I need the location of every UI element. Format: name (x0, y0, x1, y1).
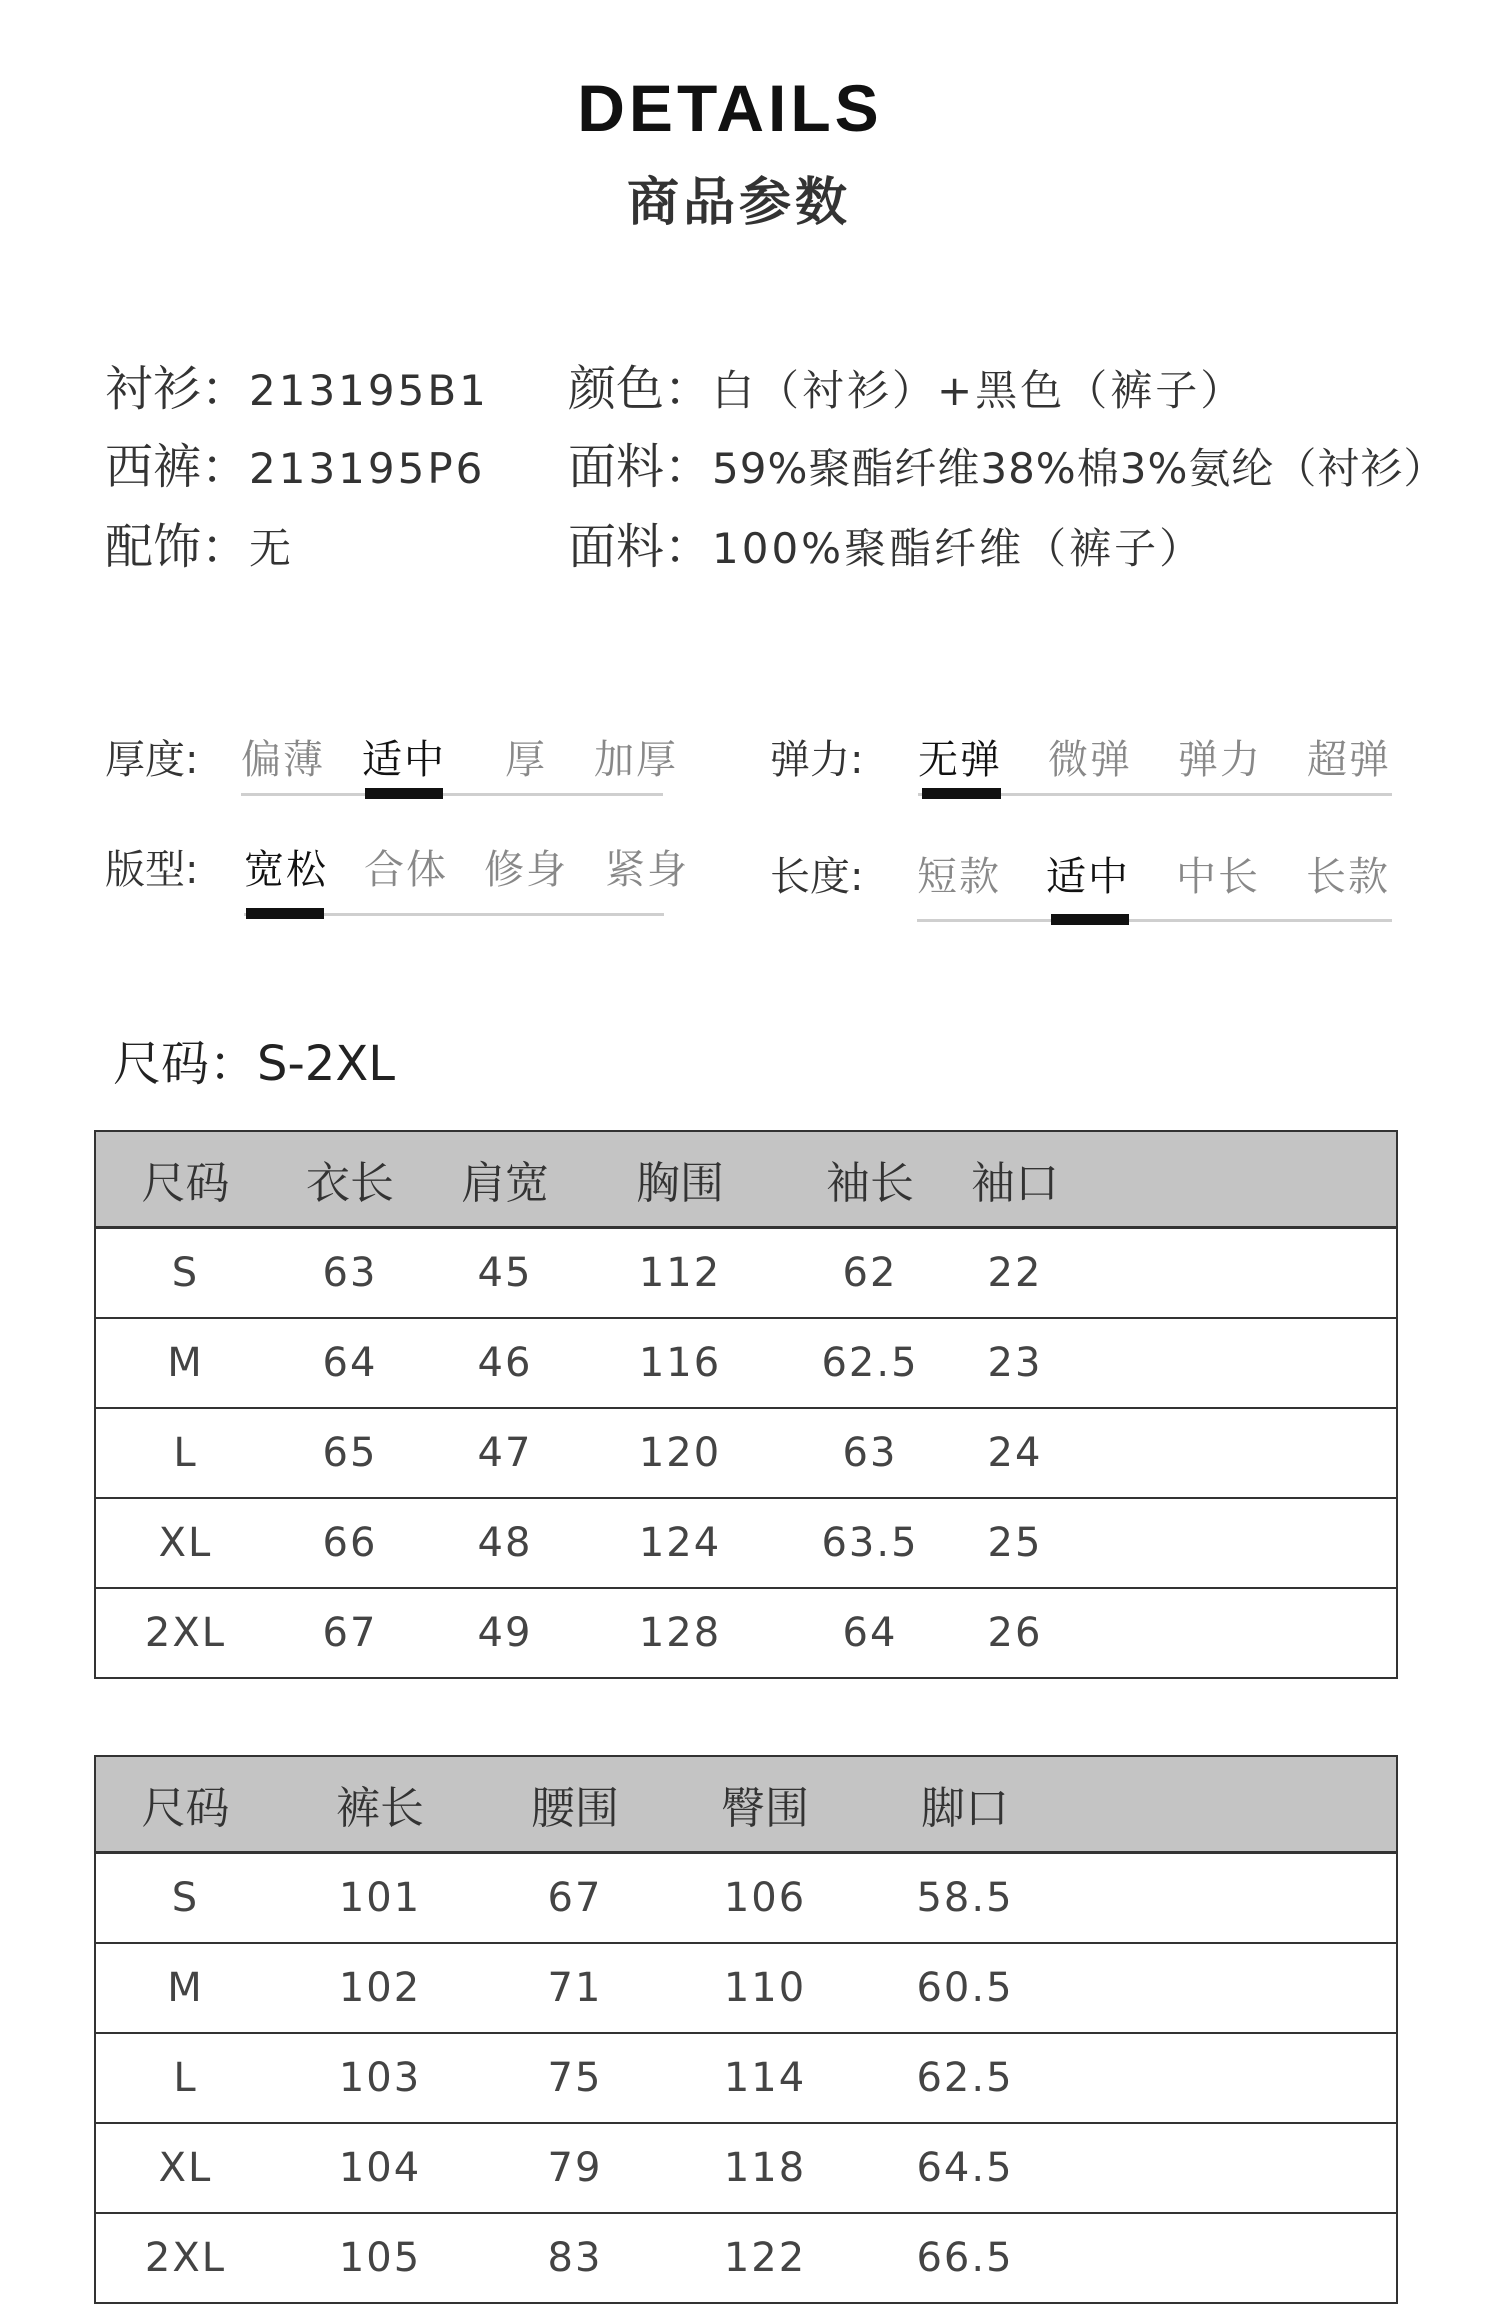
table-cell (1065, 1408, 1397, 1498)
attr-length-indicator (1051, 914, 1129, 925)
table-cell: 49 (425, 1588, 585, 1678)
attr-elasticity-option-1: 无弹 (918, 737, 1002, 783)
table-cell: 64 (775, 1588, 965, 1678)
table-cell: 45 (477, 1250, 533, 1296)
table-cell: 67 (547, 1875, 603, 1921)
table-cell: 79 (485, 2123, 665, 2213)
table-cell: 62.5 (775, 1318, 965, 1408)
table-row (95, 1408, 1397, 1498)
table-header-row (95, 1756, 1397, 1853)
param-value: 白 (712, 366, 758, 415)
table-row (95, 1228, 1397, 1319)
table-cell: 66 (275, 1498, 425, 1588)
table-header-cell: 脚口 (865, 1756, 1065, 1853)
param-value: 59%聚酯纤维38%棉3%氨纶 (712, 444, 1275, 493)
attr-length-track (917, 919, 1392, 922)
table-cell: 66.5 (865, 2213, 1065, 2303)
table-cell (1065, 1318, 1397, 1408)
param-accessory (105, 508, 294, 577)
attr-length-option-4: 长款 (1306, 854, 1390, 900)
param-label: 面料： (568, 519, 713, 575)
table-row (95, 1853, 1397, 1944)
param-note: （裤子） (1065, 366, 1246, 415)
param-color (568, 350, 1245, 419)
attr-length-option-1: 短款 (917, 854, 1001, 900)
table-cell: 63 (775, 1408, 965, 1498)
attr-fit-option-2: 合体 (364, 847, 448, 893)
attr-thickness-option-2: 适中 (362, 737, 446, 783)
table-cell: 62.5 (865, 2033, 1065, 2123)
table-cell: L (95, 2033, 275, 2123)
table-cell: 105 (275, 2213, 485, 2303)
table-cell: M (95, 1318, 275, 1408)
attr-thickness-track (241, 793, 663, 796)
attr-fit-option-1: 宽松 (244, 847, 328, 893)
table-header-cell: 臀围 (665, 1756, 865, 1853)
table-cell: 63.5 (775, 1498, 965, 1588)
table-cell: 112 (638, 1250, 722, 1296)
table-cell: 103 (275, 2033, 485, 2123)
table-cell: 120 (585, 1408, 775, 1498)
attr-length-option-2: 适中 (1046, 854, 1130, 900)
table-cell: 110 (665, 1943, 865, 2033)
table-cell: 124 (585, 1498, 775, 1588)
table-row (95, 2123, 1397, 2213)
table-cell: 122 (665, 2213, 865, 2303)
attr-elasticity-option-2: 微弹 (1048, 737, 1132, 783)
attr-elasticity-option-3: 弹力 (1178, 737, 1262, 783)
attr-thickness-indicator (365, 788, 443, 799)
table-cell: 58.5 (916, 1875, 1014, 1921)
param-value: 213195P6 (249, 444, 486, 493)
table-cell: 118 (665, 2123, 865, 2213)
table-cell: 64.5 (865, 2123, 1065, 2213)
attr-fit-option-4: 紧身 (605, 847, 689, 893)
attr-fit-option-3: 修身 (484, 847, 568, 893)
attr-elasticity-option-4: 超弹 (1307, 737, 1391, 783)
pants-size-table (94, 1755, 1398, 2304)
table-cell: XL (95, 2123, 275, 2213)
table-header-cell: 尺码 (95, 1756, 275, 1853)
table-cell: 102 (275, 1943, 485, 2033)
table-header-cell: 裤长 (275, 1756, 485, 1853)
table-row (95, 1318, 1397, 1408)
table-cell: 47 (425, 1408, 585, 1498)
param-note: （衬衫） (1274, 444, 1447, 493)
param-pants-code (105, 428, 485, 497)
param-note: （裤子） (1024, 524, 1205, 573)
table-cell: M (95, 1943, 275, 2033)
table-cell: 83 (485, 2213, 665, 2303)
table-cell: 116 (585, 1318, 775, 1408)
param-fabric-pants (568, 508, 1204, 577)
param-value: 213195B1 (249, 366, 489, 415)
table-cell: 75 (485, 2033, 665, 2123)
table-cell (1065, 1943, 1397, 2033)
table-header-cell (1065, 1756, 1397, 1853)
table-cell: 24 (965, 1408, 1065, 1498)
table-cell: 64 (275, 1318, 425, 1408)
table-cell: 62 (842, 1250, 898, 1296)
attr-fit-indicator (246, 908, 324, 919)
param-shirt-code (105, 350, 489, 419)
table-cell: 65 (275, 1408, 425, 1498)
table-header-cell: 袖口 (965, 1131, 1065, 1228)
attr-length-label: 长度: (770, 854, 864, 900)
table-cell: XL (95, 1498, 275, 1588)
table-cell (1065, 2213, 1397, 2303)
param-value: 无 (249, 524, 295, 573)
table-cell: 23 (965, 1318, 1065, 1408)
table-row (95, 1588, 1397, 1678)
table-header-cell: 袖长 (775, 1131, 965, 1228)
table-cell: 128 (585, 1588, 775, 1678)
shirt-size-table (94, 1130, 1398, 1679)
table-cell: 25 (965, 1498, 1065, 1588)
table-row (95, 1498, 1397, 1588)
table-cell: 48 (425, 1498, 585, 1588)
attr-elasticity-label: 弹力: (770, 737, 864, 783)
table-row (95, 2213, 1397, 2303)
attr-fit-label: 版型: (105, 847, 199, 893)
table-cell (1065, 1853, 1397, 1944)
param-fabric-shirt (568, 428, 1446, 497)
table-header-cell: 尺码 (95, 1131, 275, 1228)
table-cell: 106 (723, 1875, 807, 1921)
table-cell: 60.5 (865, 1943, 1065, 2033)
table-cell (1065, 1228, 1397, 1319)
page-title-cn: 商品参数 (626, 173, 851, 233)
table-header-cell: 肩宽 (425, 1131, 585, 1228)
table-row (95, 2033, 1397, 2123)
attr-thickness-option-4: 加厚 (594, 737, 678, 783)
table-cell: 2XL (95, 2213, 275, 2303)
table-cell: 46 (425, 1318, 585, 1408)
param-label: 颜色： (568, 361, 713, 417)
table-cell: L (95, 1408, 275, 1498)
param-label: 西裤： (105, 439, 250, 495)
attr-thickness-option-1: 偏薄 (241, 737, 325, 783)
size-range-label: 尺码：S-2XL (113, 1036, 395, 1092)
table-cell: 67 (275, 1588, 425, 1678)
table-cell: 2XL (95, 1588, 275, 1678)
table-cell (1065, 1498, 1397, 1588)
table-cell: 71 (485, 1943, 665, 2033)
page-title-en: DETAILS (577, 71, 883, 145)
table-row (95, 1943, 1397, 2033)
table-cell: 104 (275, 2123, 485, 2213)
param-note: （衬衫） (757, 366, 938, 415)
table-cell (1065, 2123, 1397, 2213)
table-cell: 101 (338, 1875, 422, 1921)
attr-thickness-label: 厚度: (105, 737, 199, 783)
table-header-cell: 胸围 (585, 1131, 775, 1228)
table-cell (1065, 1588, 1397, 1678)
attr-length-option-3: 中长 (1176, 854, 1260, 900)
table-header-cell (1065, 1131, 1397, 1228)
attr-thickness-option-3: 厚 (505, 737, 547, 783)
table-cell: S (171, 1875, 200, 1921)
param-label: 面料： (568, 439, 713, 495)
table-cell: 26 (965, 1588, 1065, 1678)
table-header-cell: 衣长 (275, 1131, 425, 1228)
table-cell: 114 (665, 2033, 865, 2123)
table-cell: 63 (322, 1250, 378, 1296)
attr-elasticity-indicator (922, 788, 1001, 799)
table-cell: S (171, 1250, 200, 1296)
param-value: +黑色 (937, 366, 1066, 415)
table-header-row (95, 1131, 1397, 1228)
table-cell: 22 (987, 1250, 1043, 1296)
param-label: 衬衫： (105, 361, 250, 417)
param-value: 100%聚酯纤维 (712, 524, 1025, 573)
table-cell (1065, 2033, 1397, 2123)
table-header-cell: 腰围 (485, 1756, 665, 1853)
param-label: 配饰： (105, 519, 250, 575)
